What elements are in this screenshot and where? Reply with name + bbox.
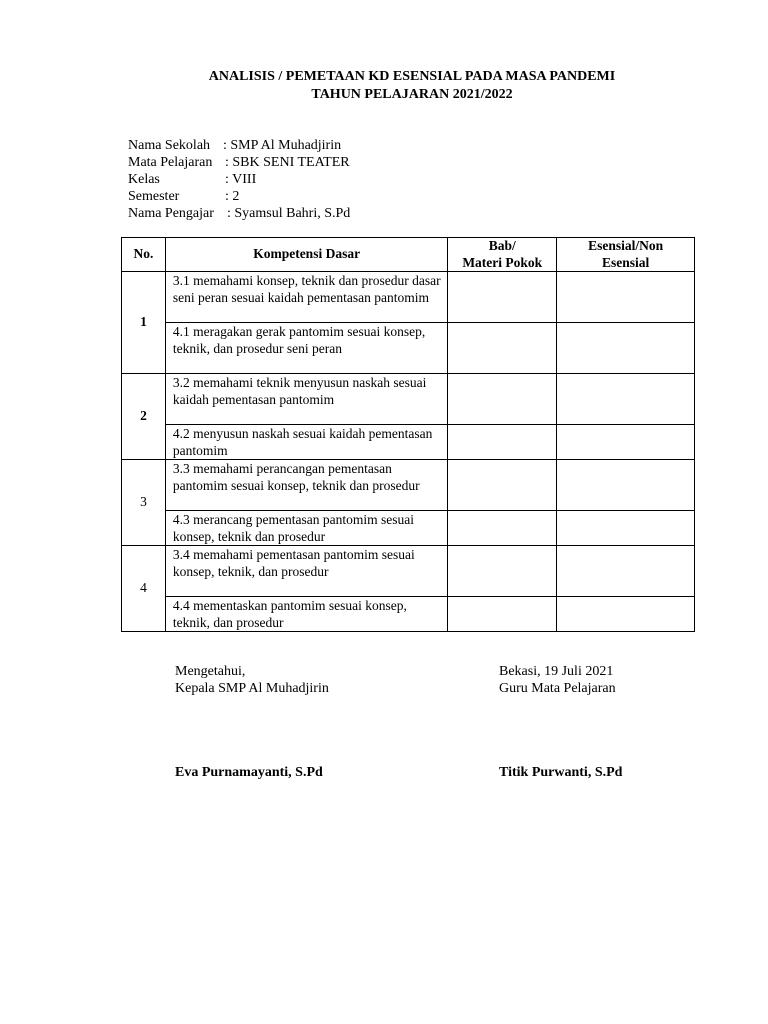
info-label: Mata Pelajaran bbox=[128, 155, 213, 170]
bab-cell[interactable] bbox=[448, 374, 557, 425]
info-value: : Syamsul Bahri, S.Pd bbox=[227, 206, 351, 221]
table-row bbox=[122, 425, 695, 460]
info-label: Nama Pengajar bbox=[128, 206, 214, 221]
info-row-teacher bbox=[128, 205, 350, 222]
info-value: : SMP Al Muhadjirin bbox=[223, 138, 342, 153]
esensial-cell[interactable] bbox=[557, 597, 695, 632]
header-esensial-line2: Esensial bbox=[601, 254, 650, 270]
table-row bbox=[122, 597, 695, 632]
signature-left bbox=[175, 663, 329, 697]
kd-table bbox=[121, 237, 695, 632]
bab-cell[interactable] bbox=[448, 272, 557, 323]
kd-text: 3.4 memahami pementasan pantomim sesuai konsep, teknik, dan prosedur bbox=[165, 546, 447, 597]
header-esensial-line1: Esensial/Non bbox=[588, 238, 664, 253]
row-number: 2 bbox=[122, 374, 166, 460]
bab-cell[interactable] bbox=[448, 460, 557, 511]
row-number: 1 bbox=[122, 272, 166, 374]
signature-right-line1: Bekasi, 19 Juli 2021 bbox=[499, 664, 614, 679]
row-number: 4 bbox=[122, 546, 166, 632]
header-no: No. bbox=[122, 238, 166, 272]
info-label: Semester bbox=[128, 189, 180, 204]
bab-cell[interactable] bbox=[448, 546, 557, 597]
info-value: : 2 bbox=[225, 189, 240, 204]
kd-text: 4.1 meragakan gerak pantomim sesuai konsep, teknik, dan prosedur seni peran bbox=[165, 323, 447, 374]
bab-cell[interactable] bbox=[448, 597, 557, 632]
kd-text: 3.2 memahami teknik menyusun naskah sesuai kaidah pementasan pantomim bbox=[165, 374, 447, 425]
table-header-row bbox=[122, 238, 695, 272]
esensial-cell[interactable] bbox=[557, 511, 695, 546]
esensial-cell[interactable] bbox=[557, 425, 695, 460]
esensial-cell[interactable] bbox=[557, 272, 695, 323]
principal-name: Eva Purnamayanti, S.Pd bbox=[175, 765, 323, 780]
table-row bbox=[122, 323, 695, 374]
header-bab-line1: Bab/ bbox=[488, 238, 516, 253]
bab-cell[interactable] bbox=[448, 323, 557, 374]
info-value: : VIII bbox=[225, 172, 257, 187]
header-bab-line2: Materi Pokok bbox=[462, 254, 543, 270]
kd-text: 4.4 mementaskan pantomim sesuai konsep, teknik, dan prosedur bbox=[165, 597, 447, 632]
signature-left-line1: Mengetahui, bbox=[175, 664, 246, 679]
document-title: ANALISIS / PEMETAAN KD ESENSIAL PADA MASA PANDEMI bbox=[208, 69, 616, 84]
teacher-name: Titik Purwanti, S.Pd bbox=[499, 765, 623, 780]
document-subtitle: TAHUN PELAJARAN 2021/2022 bbox=[311, 87, 513, 102]
esensial-cell[interactable] bbox=[557, 323, 695, 374]
info-value: : SBK SENI TEATER bbox=[225, 155, 350, 170]
info-label: Nama Sekolah bbox=[128, 138, 211, 153]
school-info bbox=[128, 137, 350, 222]
info-label: Kelas bbox=[128, 172, 160, 187]
kd-text: 4.3 merancang pementasan pantomim sesuai konsep, teknik dan prosedur bbox=[165, 511, 447, 546]
header-kompetensi: Kompetensi Dasar bbox=[165, 238, 447, 272]
table-row bbox=[122, 460, 695, 511]
info-row-subject bbox=[128, 154, 350, 171]
info-row-school bbox=[128, 137, 350, 154]
signature-left-line2: Kepala SMP Al Muhadjirin bbox=[175, 681, 329, 696]
esensial-cell[interactable] bbox=[557, 546, 695, 597]
kd-text: 4.2 menyusun naskah sesuai kaidah pementasan pantomim bbox=[165, 425, 447, 460]
header-esensial bbox=[557, 238, 695, 272]
bab-cell[interactable] bbox=[448, 511, 557, 546]
esensial-cell[interactable] bbox=[557, 374, 695, 425]
bab-cell[interactable] bbox=[448, 425, 557, 460]
table-row bbox=[122, 546, 695, 597]
signature-right bbox=[499, 663, 616, 697]
table-row bbox=[122, 374, 695, 425]
esensial-cell[interactable] bbox=[557, 460, 695, 511]
signature-right-line2: Guru Mata Pelajaran bbox=[499, 681, 616, 696]
kd-text: 3.1 memahami konsep, teknik dan prosedur dasar seni peran sesuai kaidah pementasan pantomim bbox=[165, 272, 447, 323]
row-number: 3 bbox=[122, 460, 166, 546]
info-row-class bbox=[128, 171, 350, 188]
header-bab bbox=[448, 238, 557, 272]
table-row bbox=[122, 511, 695, 546]
info-row-semester bbox=[128, 188, 350, 205]
kd-text: 3.3 memahami perancangan pementasan pantomim sesuai konsep, teknik dan prosedur bbox=[165, 460, 447, 511]
table-row bbox=[122, 272, 695, 323]
